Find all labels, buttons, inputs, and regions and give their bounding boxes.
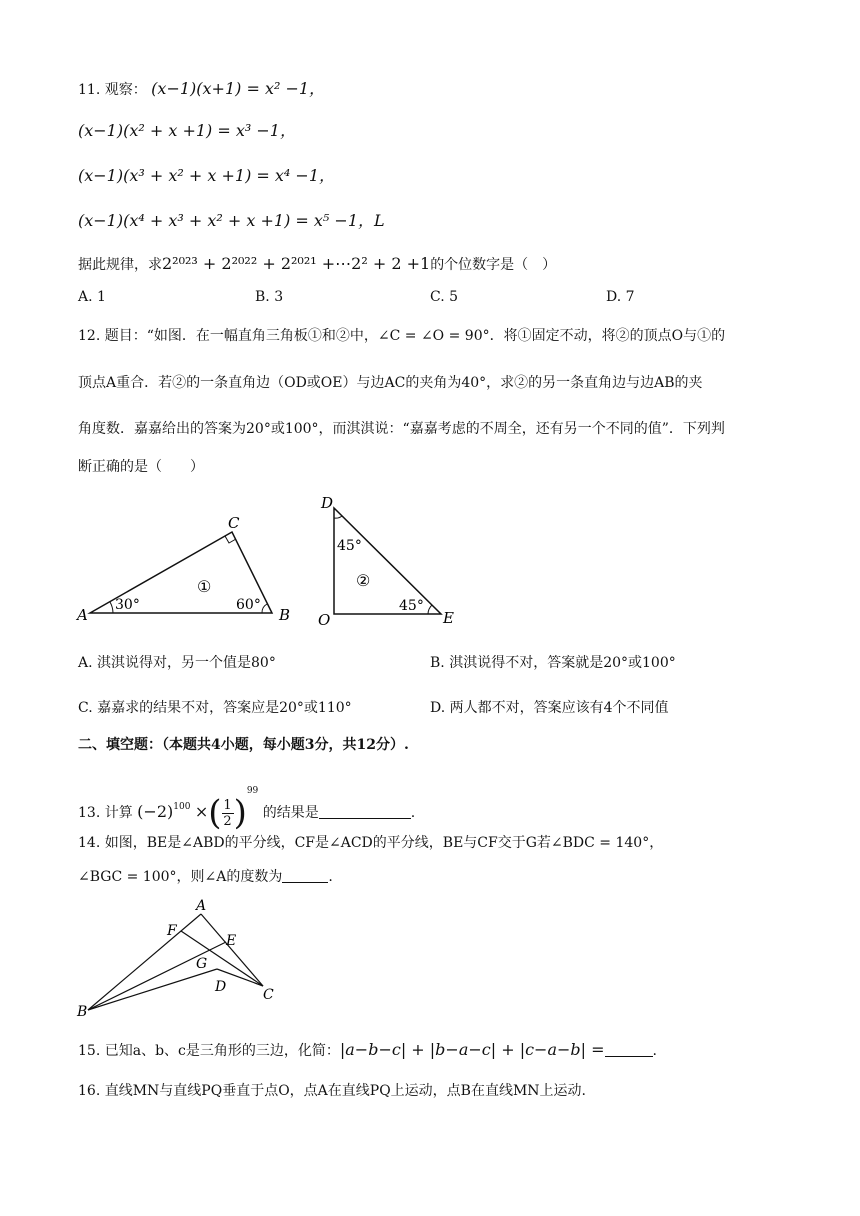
q12-text-3: 角度数．嘉嘉给出的答案为20°或100°，而淇淇说：“嘉嘉考虑的不周全，还有另一个不同的值”．下列判 [78, 421, 725, 437]
q13-right-paren: ) [233, 793, 247, 833]
q11-ask-pre: 据此规律，求 [78, 257, 162, 273]
q13-times: × [194, 802, 209, 821]
q13-fraction-denominator: 2 [223, 813, 232, 829]
angle-45-right-label: 45° [399, 598, 424, 614]
angle-30-label: 30° [115, 597, 140, 613]
q16-text: 直线MN与直线PQ垂直于点O，点A在直线PQ上运动，点B在直线MN上运动. [104, 1083, 587, 1099]
label-e: E [443, 609, 454, 627]
q12-option-c: C. 嘉嘉求的结果不对，答案应是20°或110° [78, 700, 352, 716]
q11-eq3: (x−1)(x³ + x² + x +1) = x⁴ −1， [78, 166, 335, 185]
angle-arc-a [110, 602, 113, 613]
q15-end: . [652, 1043, 657, 1059]
label-b: B [279, 606, 291, 624]
q13-pre: 计算 [104, 805, 133, 821]
q11-eq2: (x−1)(x² + x +1) = x³ −1， [78, 121, 296, 140]
q13-fraction [222, 798, 234, 829]
triangle-figure-3 [74, 895, 294, 1025]
triangle-figure-2 [315, 490, 465, 630]
label-g: G [196, 956, 208, 972]
q15-expression: |a−b−c| + |b−a−c| + |c−a−b| = [339, 1040, 605, 1059]
q14-answer-blank[interactable] [282, 868, 328, 883]
q11-eq4: (x−1)(x⁴ + x³ + x² + x +1) = x⁵ −1，L [78, 211, 385, 230]
label-f: F [167, 923, 177, 939]
q16-line [78, 1080, 586, 1102]
q12-option-b: B. 淇淇说得不对，答案就是20°或100° [430, 655, 676, 671]
label-b: B [77, 1004, 88, 1020]
label-d: D [321, 494, 334, 512]
angle-60-label: 60° [236, 597, 261, 613]
q13-line [78, 780, 416, 833]
q13-exp2: 99 [246, 786, 259, 796]
q12-text-2: 顶点A重合．若②的一条直角边（OD或OE）与边AC的夹角为40°，求②的另一条直角边与边AB的夹 [78, 375, 703, 391]
label-c: C [228, 514, 240, 532]
q11-option-c: C. 5 [430, 289, 459, 305]
label-o: O [318, 611, 331, 629]
q15-answer-blank[interactable] [605, 1042, 653, 1057]
q13-base: (−2) [137, 802, 174, 821]
q14-line2 [78, 866, 333, 888]
q14-text-1: 如图，BE是∠ABD的平分线，CF是∠ACD的平分线，BE与CF交于G若∠BDC = 140°， [104, 835, 664, 851]
q14-line1 [78, 832, 663, 854]
section-2-heading: 二、填空题：（本题共4小题，每小题3分，共12分）. [78, 737, 409, 753]
q14-number: 14. [78, 835, 101, 851]
triangle-2-outline [334, 508, 441, 614]
q13-answer-blank[interactable] [319, 804, 411, 819]
q12-option-d: D. 两人都不对，答案应该有4个不同值 [430, 700, 669, 716]
q15-number: 15. [78, 1043, 101, 1059]
q12-number: 12. [78, 328, 101, 344]
label-a: A [77, 606, 88, 624]
angle-arc-b [262, 604, 267, 613]
q13-left-paren: ( [208, 793, 222, 833]
segment-be [88, 942, 226, 1010]
q11-option-a: A. 1 [78, 289, 106, 305]
q12-text-1: 题目：“如图．在一幅直角三角板①和②中，∠C = ∠O = 90°．将①固定不动，将②的顶点O与①的 [104, 328, 726, 344]
q12-text-4: 断正确的是（ ） [78, 459, 204, 475]
q12-line1 [78, 325, 725, 347]
q11-eq1: (x−1)(x+1) = x² −1， [151, 79, 326, 98]
segment-bd [88, 969, 217, 1010]
angle-45-top-label: 45° [337, 538, 362, 554]
label-d: D [215, 979, 227, 995]
q15-text: 已知a、b、c是三角形的三边，化简： [104, 1043, 340, 1059]
q11-ask-expr: 2²⁰²³ + 2²⁰²² + 2²⁰²¹ +⋯2² + 2 +1 [162, 254, 431, 273]
q11-line1 [78, 78, 325, 101]
q13-post: 的结果是 [262, 805, 319, 821]
q11-lead: 观察： [104, 82, 147, 98]
triangle-1-mark: ① [197, 577, 212, 596]
q11-option-b: B. 3 [255, 289, 284, 305]
q11-question [78, 253, 556, 276]
q14-text-2: ∠BGC = 100°，则∠A的度数为 [78, 869, 283, 885]
label-e: E [226, 933, 237, 949]
q11-number: 11. [78, 82, 101, 98]
q12-option-a: A. 淇淇说得对，另一个值是80° [78, 655, 276, 671]
q14-end: . [328, 869, 333, 885]
angle-arc-d [334, 516, 342, 518]
triangle-figure-1 [75, 510, 305, 630]
angle-arc-e [428, 605, 432, 614]
q11-option-d: D. 7 [606, 289, 635, 305]
q11-ask-post: 的个位数字是（ ） [430, 257, 557, 273]
triangle-2-mark: ② [356, 571, 371, 590]
q13-exp1: 100 [173, 802, 191, 812]
q13-number: 13. [78, 805, 101, 821]
q13-fraction-numerator: 1 [223, 797, 232, 813]
q16-number: 16. [78, 1083, 101, 1099]
label-c: C [263, 987, 274, 1003]
q15-line [78, 1039, 657, 1062]
q13-end: . [410, 805, 416, 821]
segment-ab [88, 914, 201, 1010]
label-a: A [196, 898, 207, 914]
